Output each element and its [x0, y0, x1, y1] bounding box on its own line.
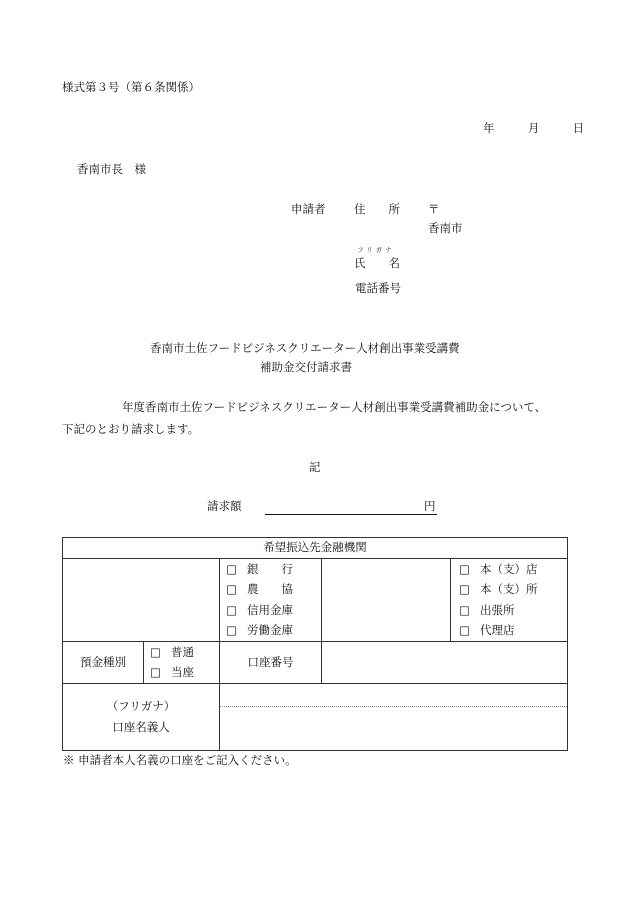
checkbox-icon[interactable]: □ [226, 623, 237, 637]
deposit-option-label: 普通 [171, 644, 194, 659]
institution-option[interactable] [226, 600, 321, 621]
holder-name-field[interactable] [220, 707, 567, 750]
institution-option-label: 農 協 [247, 582, 293, 596]
holder-label: 口座名義人 [112, 720, 170, 734]
claim-unit: 円 [424, 499, 436, 513]
applicant-label: 申請者 [291, 202, 326, 216]
institution-option-label: 銀 行 [247, 561, 293, 576]
branch-option[interactable] [459, 621, 567, 642]
deposit-option[interactable] [150, 663, 219, 684]
body-text-line1: 年度香南市土佐フードビジネスクリエーター人材創出事業受講費補助金について、 [122, 400, 547, 414]
institution-option[interactable] [226, 580, 321, 601]
holder-input-cell[interactable] [220, 684, 568, 751]
body-text-line2: 下記のとおり請求します。 [62, 422, 200, 436]
institution-option-label: 労働金庫 [247, 623, 293, 637]
furigana-label: フリガナ [357, 246, 395, 254]
holder-furigana-field[interactable] [220, 684, 567, 707]
document-title-line1: 香南市土佐フードビジネスクリエーター人材創出事業受講費 [150, 341, 460, 355]
address-label: 住 所 [354, 202, 400, 216]
checkbox-icon[interactable]: □ [459, 561, 470, 576]
checkbox-icon[interactable]: □ [226, 561, 237, 576]
branch-option-label: 出張所 [480, 602, 515, 617]
institution-name-cell[interactable] [63, 559, 220, 642]
branch-option-label: 本（支）所 [480, 582, 538, 596]
institution-option[interactable] [226, 621, 321, 642]
institution-option[interactable] [226, 559, 321, 580]
branch-option[interactable] [459, 600, 567, 621]
footnote: ※ 申請者本人名義の口座をご記入ください。 [63, 753, 297, 767]
name-label: 氏 名 [354, 256, 400, 270]
date-line [483, 123, 584, 135]
holder-row [63, 684, 568, 751]
holder-input-wrap [220, 684, 567, 750]
deposit-option[interactable] [150, 642, 219, 663]
date-year: 年 [483, 121, 495, 135]
bank-table [62, 537, 568, 751]
branch-option-label: 本（支）店 [480, 561, 538, 576]
branch-option-label: 代理店 [480, 623, 515, 637]
checkbox-icon[interactable]: □ [226, 582, 237, 596]
deposit-type-label: 預金種別 [63, 642, 144, 684]
checkbox-icon[interactable]: □ [459, 582, 470, 596]
date-day: 日 [572, 121, 585, 135]
institution-row [63, 559, 568, 642]
form-number: 様式第３号（第６条関係） [62, 80, 200, 94]
phone-label: 電話番号 [355, 281, 401, 295]
claim-amount-line [265, 514, 437, 515]
branch-type-cell [451, 559, 568, 642]
branch-name-cell[interactable] [322, 559, 451, 642]
institution-option-label: 信用金庫 [247, 602, 293, 617]
institution-type-cell [220, 559, 322, 642]
addressee: 香南市長 様 [77, 162, 146, 176]
account-number-label: 口座番号 [220, 642, 322, 684]
ki-heading: 記 [309, 460, 321, 474]
checkbox-icon[interactable]: □ [459, 602, 470, 617]
city-text: 香南市 [428, 221, 463, 235]
bank-header-row [63, 538, 568, 559]
deposit-type-cell [144, 642, 220, 684]
holder-furigana-label: （フリガナ） [106, 698, 176, 713]
checkbox-icon[interactable]: □ [150, 665, 161, 679]
branch-option[interactable] [459, 580, 567, 601]
claim-label: 請求額 [207, 499, 242, 513]
bank-header: 希望振込先金融機関 [63, 538, 568, 559]
checkbox-icon[interactable]: □ [459, 623, 470, 637]
checkbox-icon[interactable]: □ [226, 602, 237, 617]
branch-option[interactable] [459, 559, 567, 580]
postal-mark: 〒 [428, 202, 440, 216]
checkbox-icon[interactable]: □ [150, 644, 161, 659]
holder-label-cell [63, 684, 220, 751]
deposit-option-label: 当座 [171, 665, 194, 679]
deposit-row [63, 642, 568, 684]
account-number-cell[interactable] [322, 642, 568, 684]
document-title-line2: 補助金交付請求書 [260, 360, 352, 374]
date-month: 月 [527, 121, 540, 135]
